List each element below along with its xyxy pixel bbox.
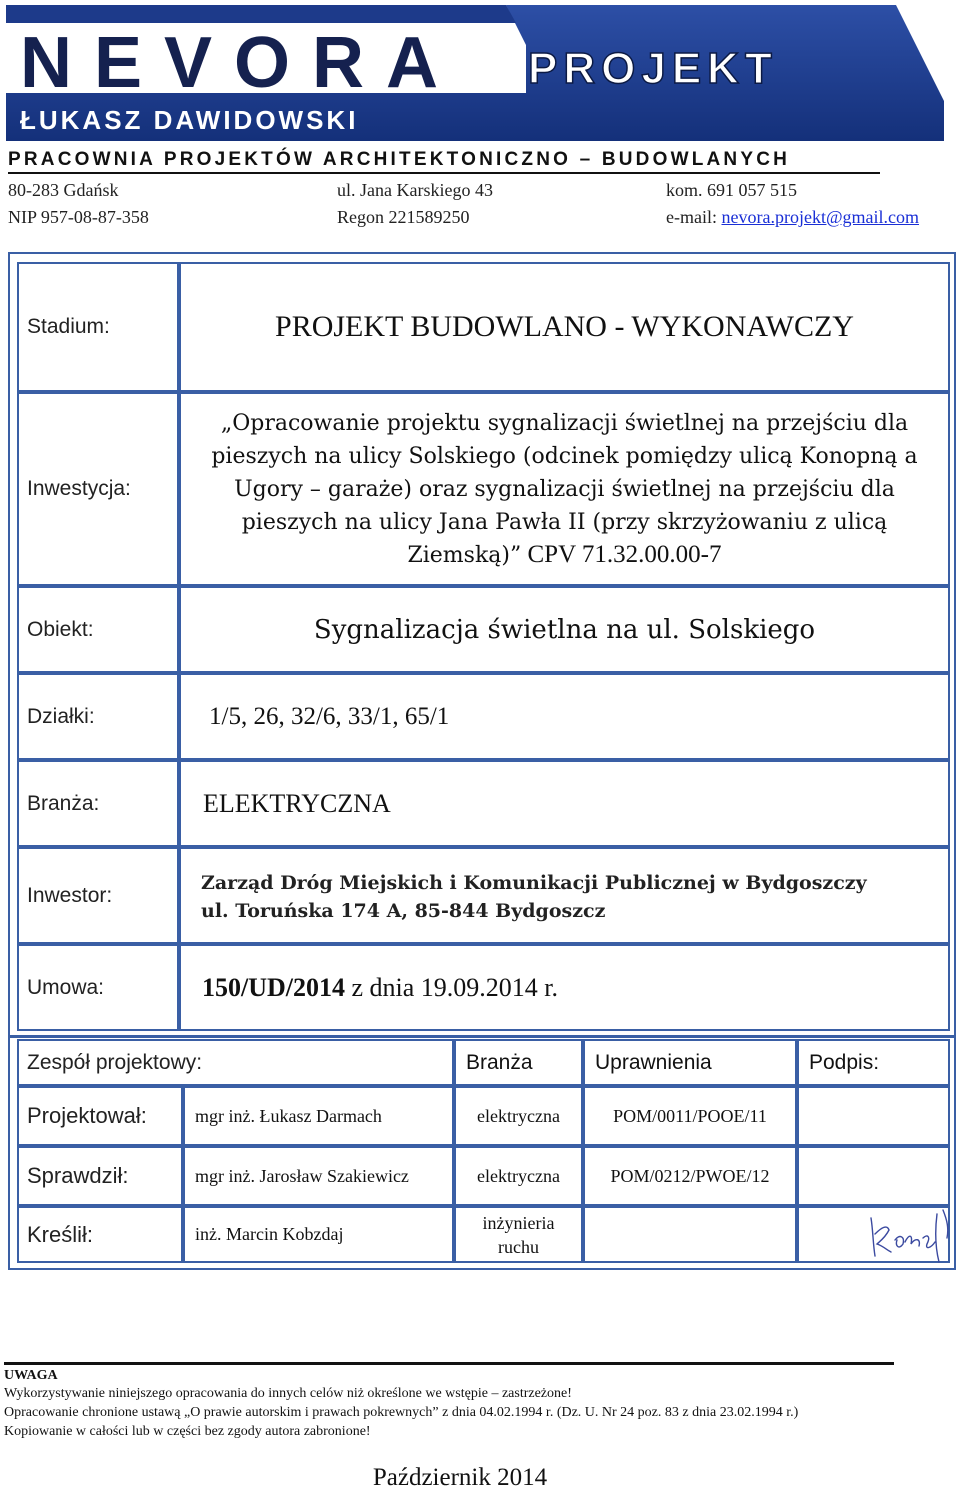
inwestycja-label: Inwestycja: xyxy=(17,392,179,586)
footer-divider xyxy=(4,1362,894,1365)
team-member-uprawnienia: POM/0011/POOE/11 xyxy=(583,1086,797,1146)
signature-cell xyxy=(797,1146,950,1206)
umowa-label: Umowa: xyxy=(17,944,179,1031)
branza-value: ELEKTRYCZNA xyxy=(179,760,950,847)
uwaga-line-1: Wykorzystywanie niniejszego opracowania do innych celów niż określone we wstępie – zastrzeżone! xyxy=(4,1386,572,1401)
team-header: Zespół projektowy: xyxy=(17,1039,454,1086)
email-line xyxy=(666,207,919,228)
obiekt-label: Obiekt: xyxy=(17,586,179,673)
uwaga-heading: UWAGA xyxy=(4,1368,58,1383)
address-street: ul. Jana Karskiego 43 xyxy=(337,180,493,200)
signature-cell xyxy=(797,1086,950,1146)
stadium-value: PROJEKT BUDOWLANO - WYKONAWCZY xyxy=(179,262,950,392)
uwaga-line-3: Kopiowanie w całości lub w części bez zgody autora zabronione! xyxy=(4,1424,371,1439)
inwestycja-cell xyxy=(179,392,950,586)
handwritten-signature xyxy=(865,1204,955,1264)
umowa-number: 150/UD/2014 xyxy=(202,972,345,1002)
document-date: Październik 2014 xyxy=(372,1464,548,1491)
umowa-cell xyxy=(179,944,950,1031)
inwestycja-cpv: CPV 71.32.00.00-7 xyxy=(521,540,722,568)
team-member-name: mgr inż. Łukasz Darmach xyxy=(183,1086,454,1146)
team-member-branza: elektryczna xyxy=(454,1086,583,1146)
stadium-label: Stadium: xyxy=(17,262,179,392)
inwestor-address: ul. Toruńska 174 A, 85-844 Bydgoszcz xyxy=(201,900,606,922)
nip-number: NIP 957-08-87-358 xyxy=(8,207,149,227)
regon-number: Regon 221589250 xyxy=(337,207,470,227)
brand-owner: ŁUKASZ DAWIDOWSKI xyxy=(20,105,359,135)
company-description: PRACOWNIA PROJEKTÓW ARCHITEKTONICZNO – BUDOWLANYCH xyxy=(8,149,791,170)
team-member-uprawnienia xyxy=(583,1206,797,1263)
team-member-uprawnienia: POM/0212/PWOE/12 xyxy=(583,1146,797,1206)
dzialki-label: Działki: xyxy=(17,673,179,760)
branza-label: Branża: xyxy=(17,760,179,847)
phone-number: kom. 691 057 515 xyxy=(666,180,798,200)
email-link[interactable]: nevora.projekt@gmail.com xyxy=(721,207,920,227)
team-podpis-header: Podpis: xyxy=(797,1039,950,1086)
header-divider xyxy=(8,172,880,174)
inwestycja-value: „Opracowanie projektu sygnalizacji świetlnej na przejściu dla pieszych na ulicy Solskiego (odcinek pomiędzy ulicą Konopną a Ugory – garaże) oraz sygnalizacji świetlnej na przejściu dla pieszych na ulicy Jana Pawła II (przy skrzyżowaniu z ulicą Ziemską)” xyxy=(211,410,918,568)
team-member-branza: inżynieria ruchu xyxy=(454,1206,583,1263)
inwestor-label: Inwestor: xyxy=(17,847,179,944)
address-city: 80-283 Gdańsk xyxy=(8,180,119,200)
inwestor-name: Zarząd Dróg Miejskich i Komunikacji Publicznej w Bydgoszczy xyxy=(201,872,867,894)
brand-main: NEVORA xyxy=(20,23,461,103)
team-uprawnienia-header: Uprawnienia xyxy=(583,1039,797,1086)
umowa-date: z dnia 19.09.2014 r. xyxy=(345,972,559,1002)
team-member-name: inż. Marcin Kobzdaj xyxy=(183,1206,454,1263)
team-role: Kreślił: xyxy=(17,1206,183,1263)
email-label: e-mail: xyxy=(666,207,722,227)
uwaga-line-2: Opracowanie chronione ustawą „O prawie autorskim i prawach pokrewnych” z dnia 04.02.1994 r. (Dz. U. Nr 24 poz. 83 z dnia 23.02.1994 r.) xyxy=(4,1405,799,1420)
team-role: Projektował: xyxy=(17,1086,183,1146)
team-member-name: mgr inż. Jarosław Szakiewicz xyxy=(183,1146,454,1206)
team-role: Sprawdził: xyxy=(17,1146,183,1206)
team-branza-header: Branża xyxy=(454,1039,583,1086)
inwestor-cell xyxy=(179,847,950,944)
signature-cell xyxy=(797,1206,950,1263)
obiekt-value: Sygnalizacja świetlna na ul. Solskiego xyxy=(179,586,950,673)
brand-sub: PROJEKT xyxy=(528,44,778,93)
company-logo xyxy=(6,5,944,141)
dzialki-value: 1/5, 26, 32/6, 33/1, 65/1 xyxy=(179,673,950,760)
team-member-branza: elektryczna xyxy=(454,1146,583,1206)
